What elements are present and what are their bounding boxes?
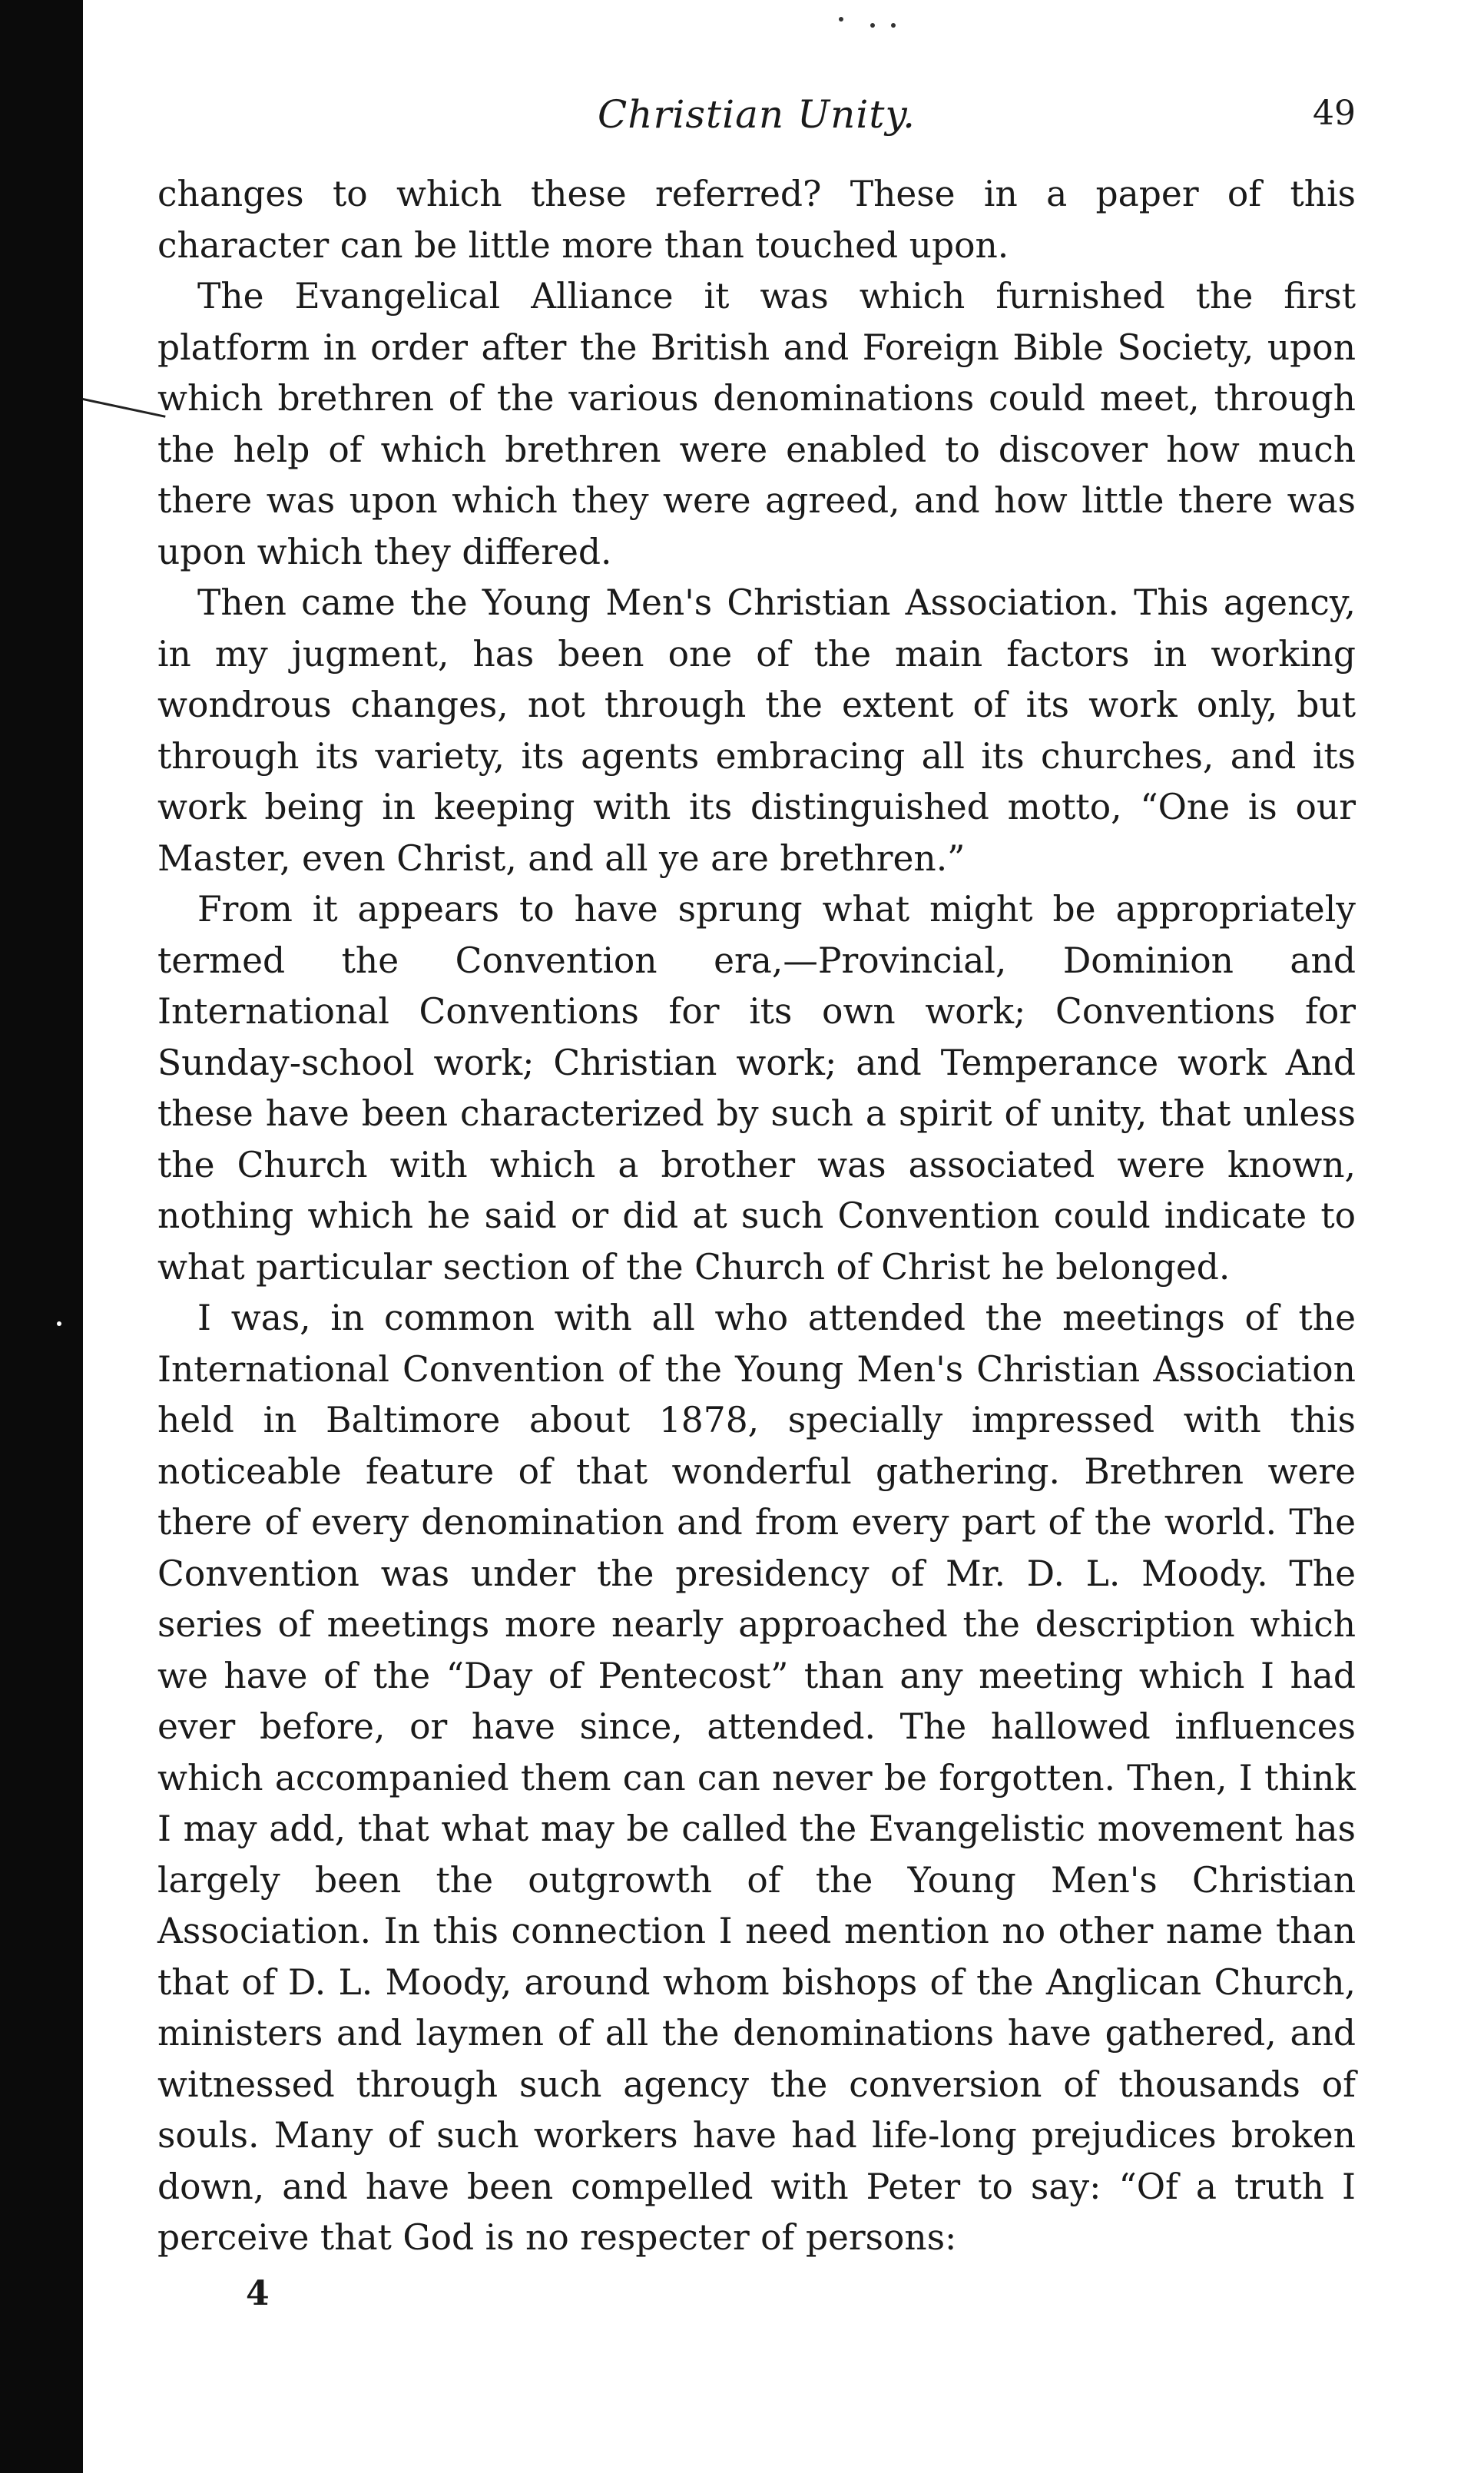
scan-speck	[870, 23, 875, 28]
running-head-title: Christian Unity.	[598, 92, 916, 137]
scan-speck	[891, 23, 896, 28]
paragraph-convention-era: From it appears to have sprung what might be appropriately termed the Convention era,—Provincial, Dominion and International Conventions for its own work; Conventions for Sunday-school work; Christian work; and Temperance work And these have been characterized by such a spirit of unity, that unless the Church with which a brother was associated were known, nothing which he said or did at such Convention could indicate to what particular section of the Church of Christ he belonged.	[157, 889, 1356, 1288]
scan-speck	[839, 17, 843, 22]
book-page	[157, 92, 1356, 2264]
page-number: 49	[1313, 94, 1356, 133]
running-head	[157, 92, 1356, 169]
paragraph-baltimore-convention: I was, in common with all who attended the meetings of the International Convention of the Young Men's Christian Association held in Baltimore about 1878, specially impressed with this noticeable feature of that wonderful gathering. Brethren were there of every denomination and from every part of the world. The Convention was under the presidency of Mr. D. L. Moody. The series of meetings more nearly approached the description which we have of the “Day of Pentecost” than any meeting which I had ever before, or have since, attended. The hallowed influences which accompanied them can can never be forgotten. Then, I think I may add, that what may be called the Evangelistic movement has largely been the outgrowth of the Young Men's Christian Association. In this connection I need mention no other name than that of D. L. Moody, around whom bishops of the Anglican Church, ministers and laymen of all the denominations have gathered, and witnessed through such agency the conversion of thousands of souls. Many of such workers have had life-long prejudices broken down, and have been compelled with Peter to say: “Of a truth I perceive that God is no respecter of persons:	[157, 1298, 1356, 2258]
body-text	[157, 169, 1356, 2264]
book-binding-edge	[0, 0, 83, 2473]
signature-mark: 4	[246, 2274, 270, 2313]
scan-speck	[57, 1321, 61, 1326]
paragraph-ymca: Then came the Young Men's Christian Association. This agency, in my jugment, has been one of the main factors in working wondrous changes, not through the extent of its work only, but through its variety, its agents embracing all its churches, and its work being in keeping with its distinguished motto, “One is our Master, even Christ, and all ye are brethren.”	[157, 582, 1356, 879]
paragraph-continued: changes to which these referred? These in a paper of this character can be little more than touched upon.	[157, 174, 1356, 266]
paragraph-evangelical-alliance: The Evangelical Alliance it was which furnished the first platform in order after the British and Foreign Bible Society, upon which brethren of the various denominations could meet, through the help of which brethren were enabled to discover how much there was upon which they were agreed, and how little there was upon which they differed.	[157, 276, 1356, 572]
binding-shadow-line	[77, 398, 165, 443]
